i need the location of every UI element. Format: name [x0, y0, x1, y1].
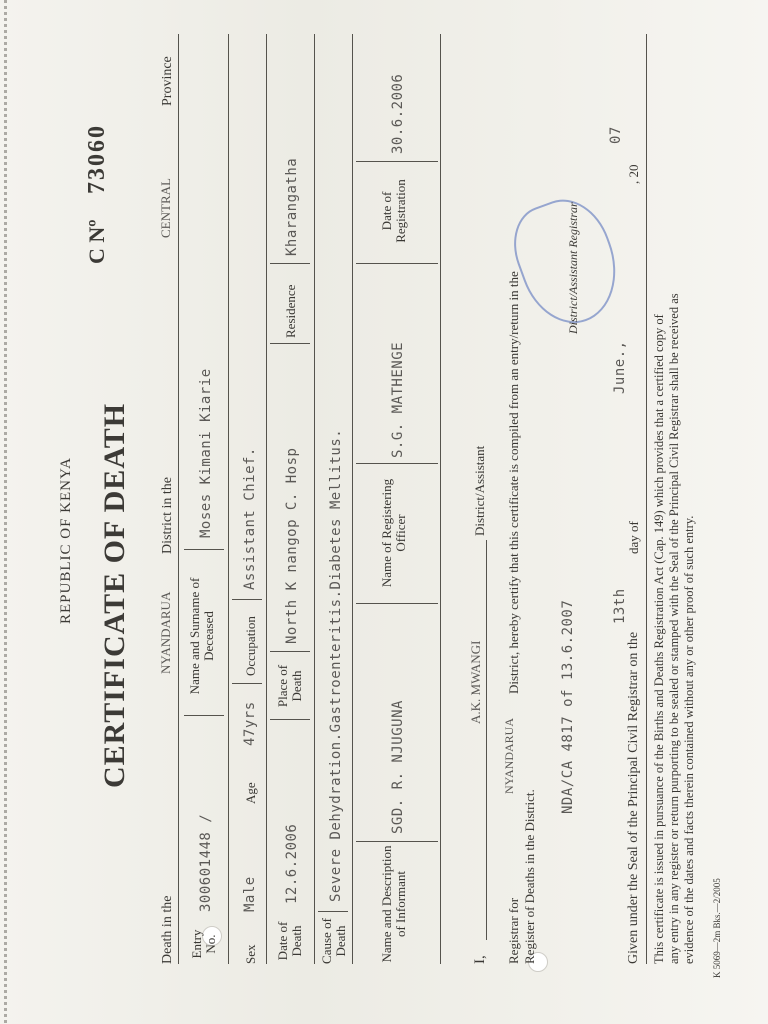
certificate-number-label: C Nº: [84, 219, 109, 264]
given-month: June.,: [612, 340, 628, 394]
rule: [228, 34, 229, 964]
age-label: Age: [243, 782, 258, 804]
rule: [486, 540, 487, 940]
entry-value: 300601448 /: [198, 813, 214, 912]
rule: [356, 263, 438, 264]
rule: [184, 549, 224, 550]
rule: [232, 599, 262, 600]
year-prefix: , 20: [626, 164, 641, 184]
rule: [318, 911, 348, 912]
residence-label: Residence: [283, 284, 298, 338]
given-year: 07: [608, 126, 624, 144]
place-of-death-label: Place of Death: [275, 664, 304, 708]
cause-of-death-label: Cause of Death: [319, 918, 348, 964]
rule: [232, 683, 262, 684]
republic-heading: REPUBLIC OF KENYA: [58, 456, 74, 624]
registrar-district: NYANDARUA: [502, 717, 516, 794]
occupation-value: Assistant Chief.: [242, 447, 258, 590]
registering-officer-label: Name of Registering Officer: [379, 478, 408, 588]
rule: [356, 841, 438, 842]
cause-of-death-value: Severe Dehydration.Gastroenteritis.Diabetes Mellitus.: [328, 428, 344, 902]
rule: [356, 161, 438, 162]
rule: [184, 715, 224, 716]
rule: [270, 343, 310, 344]
province-label: Province: [160, 56, 175, 106]
rule: [270, 651, 310, 652]
certificate-title: CERTIFICATE OF DEATH: [98, 402, 131, 788]
residence-value: Kharangatha: [284, 157, 300, 256]
place-of-death-value: North K nangop C. Hosp: [284, 447, 300, 644]
registrar-role: District/Assistant: [472, 445, 487, 536]
certify-line-2: District, hereby certify that this certificate is compiled from an entry/return in the: [506, 271, 521, 694]
rule: [314, 34, 315, 964]
date-of-registration-value: 30.6.2006: [390, 73, 406, 154]
date-of-death-value: 12.6.2006: [284, 823, 300, 904]
informant-value: SGD. R. NJUGUNA: [390, 700, 406, 834]
day-of-label: day of: [626, 521, 641, 554]
district-value: NYANDARUA: [158, 591, 173, 674]
certify-i-label: I,: [472, 955, 488, 964]
district-label: District in the: [160, 477, 175, 554]
given-under-seal-label: Given under the Seal of the Principal Civil Registrar on the: [626, 631, 641, 964]
sex-label: Sex: [243, 944, 258, 964]
sex-value: Male: [242, 876, 258, 912]
footer-note-line-1: This certificate is issued in pursuance of the Births and Deaths Registration Act (Cap. 149) which provides that a certified copy of: [652, 314, 666, 964]
given-day: 13th: [612, 588, 628, 624]
rule: [352, 34, 353, 964]
rule: [440, 34, 441, 964]
footer-note-line-3: evidence of the dates and facts therein contained without any or other proof of such entry.: [682, 515, 696, 964]
date-of-registration-label: Date of Registration: [379, 179, 408, 243]
rule: [270, 263, 310, 264]
rule: [266, 34, 267, 964]
province-value: CENTRAL: [158, 178, 173, 238]
print-code: K 5069—2m Bks.—2/2005: [712, 878, 722, 978]
certificate-number: 73060: [84, 124, 110, 194]
name-label: Name and Surname of Deceased: [187, 577, 216, 695]
age-value: 47yrs: [242, 701, 258, 746]
certify-line-3: Register of Deaths in the District.: [522, 789, 537, 964]
entry-label: Entry No.: [189, 929, 218, 959]
informant-label: Name and Description of Informant: [379, 845, 408, 963]
rule: [178, 34, 179, 964]
rule: [356, 603, 438, 604]
rule: [356, 463, 438, 464]
occupation-label: Occupation: [243, 616, 258, 676]
date-of-death-label: Date of Death: [275, 921, 304, 961]
name-value: Moses Kimani Kiarie: [198, 368, 214, 538]
rule: [646, 34, 647, 964]
registrar-name: A.K. MWANGI: [468, 640, 483, 724]
death-in-label: Death in the: [160, 895, 175, 964]
certify-line-registrar-for: Registrar for: [506, 897, 521, 964]
rule: [270, 719, 310, 720]
footer-note-line-2: any entry in any register or return purporting to be sealed or stamped with the Seal of the Principal Civil Registrar shall be received as: [667, 293, 681, 964]
signature-caption: District/Assistant Registrar: [566, 202, 580, 334]
registering-officer-value: S.G. MATHENGE: [390, 341, 406, 458]
reference-number: NDA/CA 4817 of 13.6.2007: [560, 599, 576, 814]
